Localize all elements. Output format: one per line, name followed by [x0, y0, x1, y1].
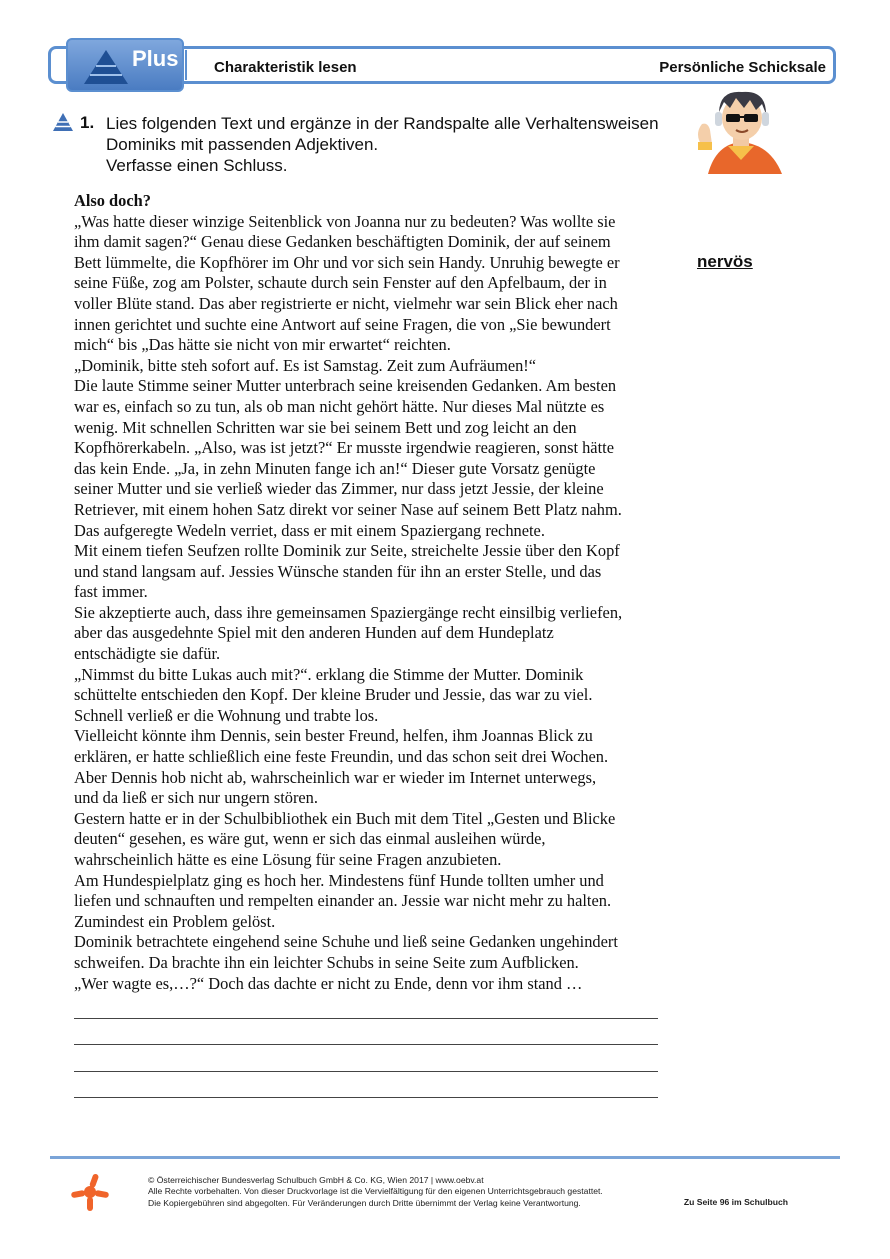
footer-copyright: [148, 1175, 603, 1209]
header-left-title: Charakteristik lesen: [214, 59, 357, 76]
story-line: voller Blüte stand. Das aber registrierte er nicht, vielmehr war sein Blick eher nach: [74, 293, 618, 313]
footer-line: © Österreichischer Bundesverlag Schulbuch GmbH & Co. KG, Wien 2017 | www.oebv.at: [148, 1175, 484, 1185]
writing-line[interactable]: [74, 1097, 658, 1098]
story-line: Gestern hatte er in der Schulbibliothek ein Buch mit dem Titel „Gesten und Blicke: [74, 808, 616, 828]
story-line: „Dominik, bitte steh sofort auf. Es ist Samstag. Zeit zum Aufräumen!“: [74, 355, 537, 375]
header-right-title: Persönliche Schicksale: [659, 59, 826, 76]
story-line: innen gerichtet und suchte eine Antwort auf seine Fragen, die von „Sie bewundert: [74, 314, 611, 334]
pyramid-icon: [82, 48, 130, 86]
story-line: Aber Dennis hob nicht ab, wahrscheinlich war er wieder im Internet unterwegs,: [74, 767, 597, 787]
story-line: das kein Ende. „Ja, in zehn Minuten fange ich an!“ Dieser gute Vorsatz genügte: [74, 458, 596, 478]
story-line: und stand langsam auf. Jessies Wünsche standen für ihn an erster Stelle, und das: [74, 561, 602, 581]
story-line: Kopfhörerkabeln. „Also, was ist jetzt?“ Er musste irgendwie reagieren, sonst hätte: [74, 438, 614, 458]
story-line: schüttelte entschieden den Kopf. Der kleine Bruder und Jessie, das war zu viel.: [74, 685, 593, 705]
story-line: seiner Mutter und sie verließ wieder das Zimmer, nur dass jetzt Jessie, der kleine: [74, 479, 604, 499]
footer-page-reference: Zu Seite 96 im Schulbuch: [683, 1197, 788, 1207]
plus-logo: [66, 38, 184, 92]
story-line: Schnell verließ er die Wohnung und trabte los.: [74, 705, 379, 725]
story-line: deuten“ gesehen, es wäre gut, wenn er sich das einmal ausleihen würde,: [74, 829, 546, 849]
story-line: „Wer wagte es,…?“ Doch das dachte er nicht zu Ende, denn vor ihm stand …: [74, 973, 583, 993]
story-line: ihm damit sagen?“ Genau diese Gedanken beschäftigten Dominik, der auf seinem: [74, 232, 611, 252]
story-line: Zumindest ein Problem gelöst.: [74, 911, 276, 931]
story-line: Das aufgeregte Wedeln verriet, dass er mit einem Spaziergang rechnete.: [74, 520, 545, 540]
story-line: wenig. Mit schnellen Schritten war sie bei seinem Bett und zog leicht an den: [74, 417, 577, 437]
story-line: erklären, er hatte schließlich eine feste Freundin, und das schon seit drei Wochen.: [74, 747, 609, 767]
task-line: Verfasse einen Schluss.: [106, 156, 288, 175]
story-line: war es, einfach so zu tun, als ob man nicht gehört hätte. Nur dieses Mal nützte es: [74, 396, 605, 416]
logo-text: Plus: [132, 46, 179, 71]
story-line: wahrscheinlich hätte es eine Lösung für seine Fragen anzubieten.: [74, 850, 502, 869]
story-title: Also doch?: [74, 191, 151, 210]
story-line: „Nimmst du bitte Lukas auch mit?“. erklang die Stimme der Mutter. Dominik: [74, 664, 584, 684]
task-pyramid-icon: [52, 112, 74, 132]
footer-rule: [50, 1156, 840, 1159]
story-line: entschädigte sie dafür.: [74, 644, 221, 664]
story-line: „Was hatte dieser winzige Seitenblick von Joanna nur zu bedeuten? Was wollte sie: [74, 211, 616, 231]
footer-line: Alle Rechte vorbehalten. Von dieser Druckvorlage ist die Vervielfältigung für den eigenen Unterrichtsgebrauch gestattet.: [148, 1186, 603, 1197]
story-line: fast immer.: [74, 582, 148, 602]
task-instructions: [106, 113, 659, 176]
story-line: und da ließ er sich nur ungern stören.: [74, 788, 318, 808]
footer-line: Die Kopiergebühren sind abgegolten. Für Veränderungen durch Dritte übernimmt der Verlag keine Verantwortung.: [148, 1197, 581, 1208]
story-line: seine Füße, zog am Polster, schaute durch sein Fenster auf den Apfelbaum, der in: [74, 273, 607, 293]
writing-line[interactable]: [74, 1018, 658, 1019]
story-text: [74, 191, 684, 994]
story-line: Vielleicht könnte ihm Dennis, sein bester Freund, helfen, ihm Joannas Blick zu: [74, 726, 593, 746]
task-line: Lies folgenden Text und ergänze in der Randspalte alle Verhaltensweisen: [106, 114, 659, 133]
story-line: Bett lümmelte, die Kopfhörer im Ohr und vor sich sein Handy. Unruhig bewegte er: [74, 252, 620, 272]
writing-line[interactable]: [74, 1044, 658, 1045]
story-line: Retriever, mit einem hohen Satz direkt vor seiner Nase auf seinem Bett Platz nahm.: [74, 499, 622, 519]
task-line: Dominiks mit passenden Adjektiven.: [106, 135, 379, 154]
story-line: schweifen. Da brachte ihn ein leichter Schubs in seine Seite zum Aufblicken.: [74, 952, 579, 972]
story-line: Sie akzeptierte auch, dass ihre gemeinsamen Spaziergänge recht einsilbig verliefen,: [74, 602, 623, 622]
story-line: Mit einem tiefen Seufzen rollte Dominik zur Seite, streichelte Jessie über den Kopf: [74, 541, 620, 561]
story-line: mich“ bis „Das hätte sie nicht von mir erwartet“ reichten.: [74, 335, 451, 355]
margin-adjective: nervös: [697, 252, 753, 271]
story-line: Dominik betrachtete eingehend seine Schuhe und ließ seine Gedanken ungehindert: [74, 932, 618, 952]
task-number: 1.: [80, 113, 95, 132]
story-line: liefen und schnauften und rempelten einander an. Jessie war nicht mehr zu halten.: [74, 891, 612, 911]
story-line: Am Hundespielplatz ging es hoch her. Mindestens fünf Hunde tollten umher und: [74, 870, 604, 890]
story-line: aber das ausgedehnte Spiel mit den anderen Hunden auf dem Hundeplatz: [74, 623, 554, 643]
story-line: Die laute Stimme seiner Mutter unterbrach seine kreisenden Gedanken. Am besten: [74, 376, 617, 396]
writing-line[interactable]: [74, 1071, 658, 1072]
publisher-logo-icon: [70, 1172, 110, 1212]
boy-with-headphones-illustration: [686, 86, 796, 174]
